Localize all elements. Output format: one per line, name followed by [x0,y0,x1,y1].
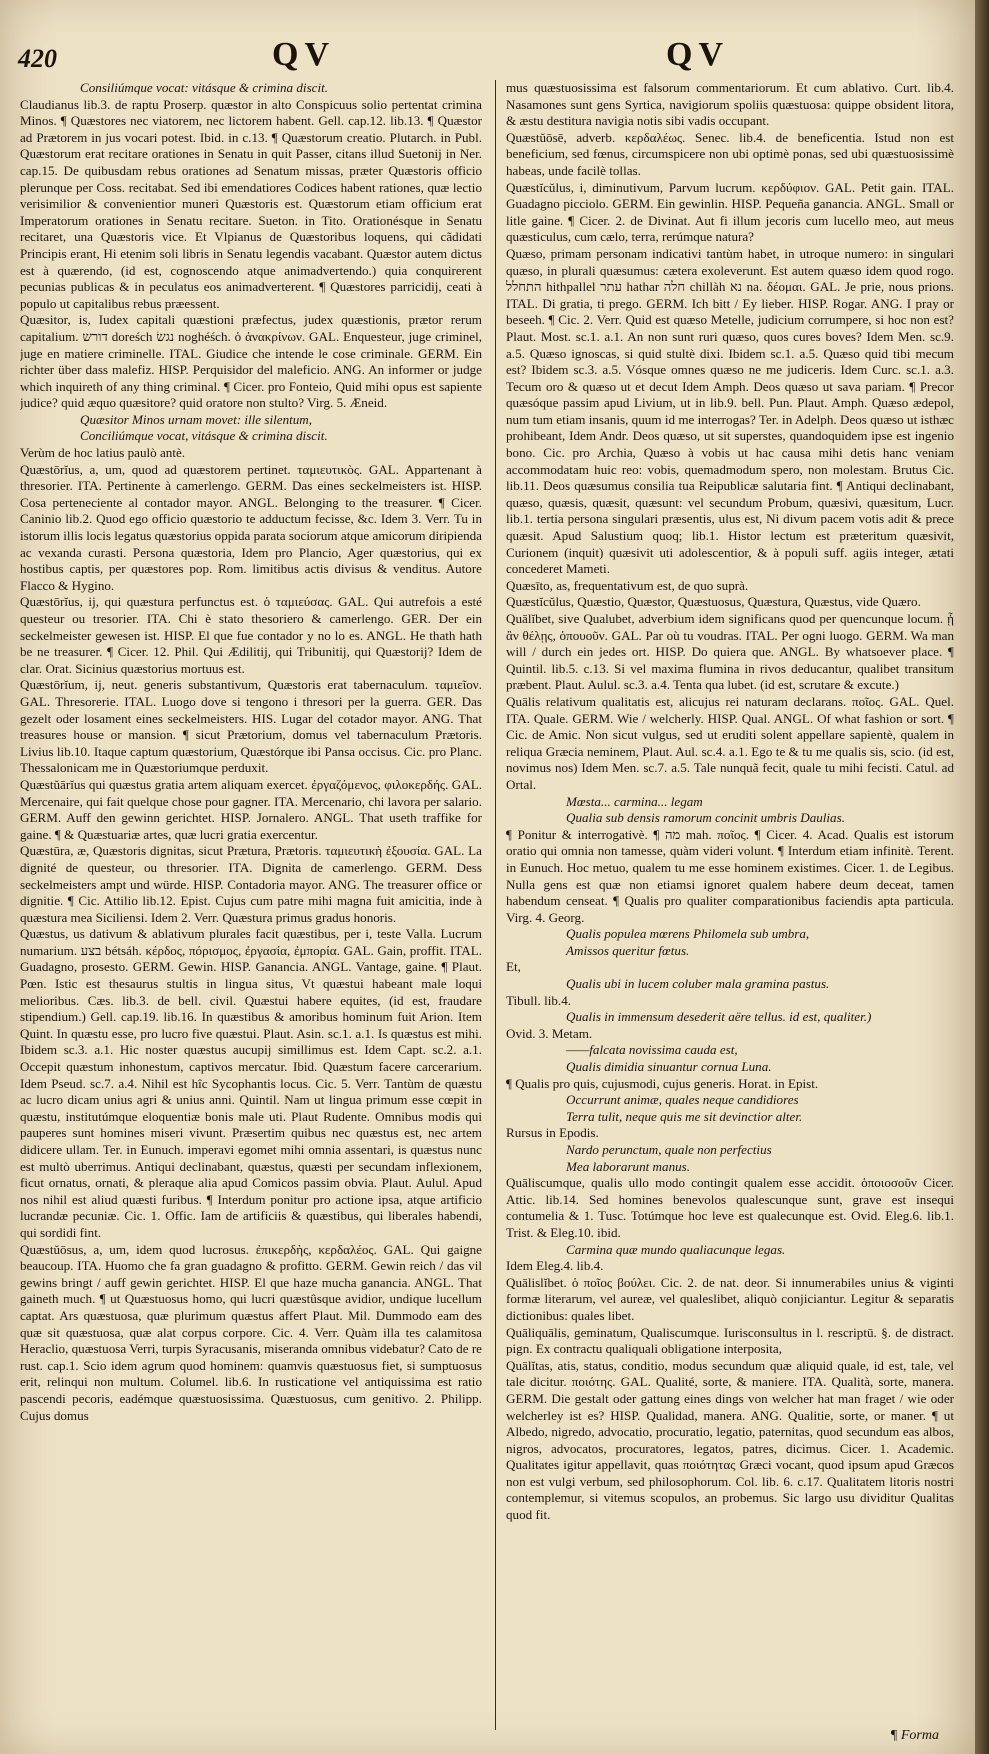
dictionary-entry: Quāliquālis, geminatum, Qualiscumque. Iurisconsultus in l. rescriptū. §. de distract. pign. Ex contractu qualiquali obligatione interposita, [506,1324,954,1357]
verse-quotation: Terra tulit, neque quis me sit devinctior alter. [566,1108,803,1124]
dictionary-entry: Quæstŭārĭus qui quæstus gratia artem aliquam exercet. ἐργαζόμενος, φιλοκερδής. GAL. Mercenaire, qui fait quelque chose pour gagner. ITA. Mercenario, chi lavora per salario. GERM. Auff den gewinn gerichtet. HISP. Jornalero. ANGL. That useth traffike for gaine. ¶ & Quæstuariæ artes, quæ lucri gratia exercentur. [20,776,482,842]
running-head-left: QV [272,36,335,73]
verse-quotation: Qualia sub densis ramorum concinit umbris Daulias. [566,810,845,826]
verse-quotation: Amissos queritur fœtus. [566,942,690,958]
dictionary-entry: Claudianus lib.3. de raptu Proserp. quæstor in alto Conspicuus solio pertentat crimina Minos. ¶ Quæstores nec viatorem, nec lictorem habent. Gell. cap.12. lib.13. ¶ Quæstor ad Prætorem in jus vocari potest. Ibid. in c.13. ¶ Quæstorum creatio. Plutarch. in Publ. Quæstorum erat recitare orationes in Senatu in quit Passer, citans illud Suetonij in Ner. cap.15. De quibusdam rebus orationes ad Senatum missas, præter Quæstoris officio plerunque per Coss. recitabat. Sed ibi emendatiores Codices habent rationes, quæ lectio verisimilior & convenientior muneri Quæstoris est. Quæstorum etiam officium erat Imperatorum orationes in Senatu recitare. Sueton. in Tito. Orationésque in Senatu recitaret, una Quæstoris vice. Et Vlpianus de Quæstoribus loquens, qui cãdidati Principis erant, Hi etenim soli libris in Senatu legendis vacabant. Quæstor autem dictus est à quærendo, (id est, cognoscendo atque animadvertendo.) quia conquirerent pecunias publicas & in peculatus eos animadverterent. ¶ Quæstores parricidij, ceati à populo ut capitalibus rebus præessent. [20,96,482,311]
page-header [0,36,975,76]
dictionary-entry: Quālĭbet, sive Qualubet, adverbium idem significans quod per quencunque locum. ᾗ ἂν θέλῃς, ὁπουοῦν. GAL. Par où tu voudras. ITAL. Per ogni luogo. GERM. Wa man will / durch ein jedes ort. HISP. Do quiera que. ANGL. By whatsoever place. ¶ Quintil. lib.5. c.13. Si vel maxima flumina in rivos deducantur, qualibet transitum præbent. Plaut. Aulul. sc.3. a.4. Tenta qua lubet. (id est, scrutare & excute.) [506,611,954,693]
dictionary-entry: mus quæstuosissima est falsorum commentariorum. Et cum ablativo. Curt. lib.4. Nasamones sunt gens Syrtica, navigiorum spoliis quæstuosa: quippe obsident litora, & æstu destitura navigia notis sibi vadis occupant. [506,80,954,129]
dictionary-entry: Quæstōrĭum, ij, neut. generis substantivum, Quæstoris erat tabernaculum. ταμιεῖον. GAL. Thresorerie. ITAL. Luogo dove si tengono i thresori per la guerra. GER. Das gezelt oder losament eines seckelmeisters. HIS. Lugar del cotador mayor. ANG. That treasures house or mansion. ¶ sicut Prætorium, domus vel tabernaculum Prætoris. Livius lib.10. Itaque captum quæstorium, Quæstórque ibi Pansa occisus. Cic. pro Planc. Thessalonicam me in Quæstoriumque perduxit. [20,677,482,776]
verse-quotation: Carmina quæ mundo qualiacunque legas. [566,1241,786,1257]
dictionary-entry: Quāliscumque, qualis ullo modo contingit qualem esse accidit. ὁποιοσοῦν Cicer. Attic. lib.14. Sed homines benevolos qualescunque sunt, grave est insequi contumelia & 1. Tusc. Totúmque hoc leve est qualecunque est. Ovid. Eleg.6. lib.1. Trist. & Eleg.10. ibid. [506,1175,954,1240]
dictionary-entry: ¶ Ponitur & interrogativè. ¶ מה mah. ποῖος. ¶ Cicer. 4. Acad. Qualis est istorum oratio qui omnia non tamesse, quàm videri volunt. ¶ Interdum etiam infinitè. Terent. in Eunuch. Hoc metuo, qualem tu me esse hominem existimes. Cicer. 1. de Legibus. Nulla gens est quæ non etiamsi ignoret qualem habere deum deceat, tamen habendum censeat. ¶ Qualis pro qualiter comparationibus faciendis apta particula. Virg. 4. Georg. [506,826,954,925]
book-binding-edge [975,0,989,1754]
verse-quotation: Quæsitor Minos urnam movet: ille silentum, [80,411,313,427]
dictionary-entry: Quālis relativum qualitatis est, alicujus rei naturam declarans. ποῖος. GAL. Quel. ITA. Quale. GERM. Wie / welcherly. HISP. Qual. ANGL. Of what fashion or sort. ¶ Cic. de Amic. Non sicut vulgus, sed ut eruditi solent appellare sapientè, qualem in reliqua Græcia neminem, Plaut. Aul. sc.4. a.1. Ego te & tu me qualis sis, scio. (id est, novimus nos) Idem Men. sc.7. a.5. Tale nunquã fecit, quale tu mihi fecisti. Catul. ad Ortal. [506,693,954,792]
verse-quotation: Conciliúmque vocat, vitásque & crimina discit. [80,428,328,444]
verse-quotation: Qualis populea mœrens Philomela sub umbra, [566,926,810,942]
running-head-right: QV [666,36,729,73]
verse-quotation: ——falcata novissima cauda est, [566,1042,738,1058]
dictionary-entry: Quæstĭcŭlus, Quæstio, Quæstor, Quæstuosus, Quæstura, Quæstus, vide Quæro. [506,594,921,610]
verse-quotation: Mœsta... carmina... legam [566,793,703,809]
page-number: 420 [18,44,57,73]
left-column [20,80,482,1740]
dictionary-entry: Quālĭtas, atis, status, conditio, modus secundum quæ aliquid quale, id est, tale, vel tale dicitur. ποιότης. GAL. Qualité, sorte, & maniere. ITA. Qualità, sorte, manera. GERM. Die gestalt oder gattung eines dings von welcher hat man fraget / wie oder welcherley ist es? HISP. Qualidad, manera. ANG. Qualitie, sorte, or maner. ¶ ut Albedo, nigredo, advocatio, procuratio, legatio, paternitas, quod secundum eas albos, nigros, advocatos, procuratores, legatos, patres, dicimus. Cicer. 1. Academic. Qualitates igitur appellavit, quas ποιότητας Græci vocant, quod ipsum apud Græcos non est vulgi verbum, sed philosophorum. Col. lib. 6. c.17. Qualitatem litoris nostri contemplemur, si vitemus scopulos, an probemus. Sic largo usu dividitur Qualitas quod fit. [506,1357,954,1523]
dictionary-entry: Verùm de hoc latius paulò antè. [20,445,186,461]
dictionary-entry: Quæstōrĭus, ij, qui quæstura perfunctus est. ὁ ταμιεύσας. GAL. Qui autrefois a esté questeur ou tresorier. ITA. Chi è stato thesoriero & camerlengo. GER. Der ein seckelmeister gewesen ist. HISP. El que fue contador y no lo es. ANGL. He thath hath be ne treasurer. ¶ Cicer. 12. Phil. Qui Ædilitij, qui Tribunitij, qui Quæstorij? Idem de clar. Orat. Sicinius quæstorius mortuus est. [20,594,482,676]
dictionary-entry: Rursus in Epodis. [506,1125,599,1141]
dictionary-entry: Tibull. lib.4. [506,992,572,1008]
verse-quotation: Qualis ubi in lucem coluber mala gramina pastus. [566,976,830,992]
dictionary-entry: Quæso, primam personam indicativi tantùm habet, in utroque numero: in singulari quæso, in plurali quæsumus: cætera exoleverunt. Est autem quæso idem quod rogo. התחלל hithpallel עתר hathar חלה chillàh נא na. δέομαι. GAL. Je prie, nous prions. ITAL. Di gratia, ti prego. GERM. Ich bitt / Ey lieber. HISP. Rogar. ANG. I pray or beseeh. ¶ Cic. 2. Verr. Quid est quæso Metelle, judicium corrumpere, si hoc non est? Plaut. Most. sc.1. a.1. An non sunt ruri quæso, quos cures boves? Idem Men. sc.9. a.5. Quæso ignoscas, si quid stultè dixi. Ibidem sc.1. a.5. Quæso quid tibi mecum est? Ibidem sc.3. a.5. Vósque omnes quæso ne me judiceris. Idem Curc. sc.1. a.3. Tecum oro & quæso ut et decut Idem Amph. Deos quæso ut sava pariam. ¶ Precor quæsóque passim apud Livium, ut in lib.9. bell. Pun. Plaut. Amph. Quæso ædepol, num tum etiam insanis, quum id me interrogas? Ter. in Adelph. Deos quæso ut isthæc prohibeant, Idem Andr. Deos quæso, ut sit superstes, quandoquidem ipse est ingenio bono. Cic. pro Archia, Quæso à vobis ut hac causa mihi detis hanc veniam accommodatam huic reo: vobis, quemadmodum spero, non molestam. Brutus Cic. lib.11. Deos quæsumus consilia tua Reipublicæ salutaria fint. ¶ Antiqui declinabant, quæso, quæsis, quæsit, quæsunt: vel secundum Probum, quæsivi, quæsitum, Lucr. lib.1. tertia persona singulari præsentis, ulus est, Ni divum pacem votis adit & prece quæsit. Apud Salustium quoq; lib.1. Histor lectum est præteritum quæsivit, Curionem (inquit) quæsivit uti adolescentior, & à populi suff. agiis integer, ætati concederet Mameti. [506,245,954,577]
right-column [506,80,954,1740]
dictionary-entry: Idem Eleg.4. lib.4. [506,1258,604,1274]
verse-quotation: Nardo perunctum, quale non perfectius [566,1142,772,1157]
dictionary-entry: Quæstŭōsus, a, um, idem quod lucrosus. ἐπικερδὴς, κερδαλέος. GAL. Qui gaigne beaucoup. ITA. Huomo che fa gran guadagno & profitto. GERM. Gewin reich / das vil gewins bringt / auff gewin gerichtet. HISP. El que haze mucha ganancia. ANGL. That gaineth much. ¶ ut Quæstuosus homo, qui lucri quæstûsque avidior, undique lucellum captat. Ars quæstuosa, quæ plurimum quæstus affert Plaut. Mil. Dummodo eam des quæ sit quæstuosa, quæ alat corpus corpore. Cic. 4. Verr. Quàm illa tes calamitosa Heraclio, quæstuosa Verri, turpis Syracusanis, miseranda omnibus videbatur? Cato de re rust. cap.1. Scio idem agrum quod hominem: quamvis quæstuosus fiet, si sumptuosus erit, relinqui non multum. Columel. lib.6. In rusticatione vel antiquissima est ratio pascendi pecoris, eadémque quæstuosissima. Quæstuosus, cum genitivo. 2. Philipp. Cujus domus [20,1241,482,1423]
dictionary-entry: Ovid. 3. Metam. [506,1025,593,1041]
column-divider [495,80,496,1730]
dictionary-entry: Quālislĭbet. ὁ ποῖος βούλει. Cic. 2. de nat. deor. Si innumerabiles unius & viginti formæ literarum, vel aureæ, vel qualeslibet, aliquò conjiciantur. Legitur & separatis dictionibus: quales libet. [506,1274,954,1323]
dictionary-entry: Quæstŭōsē, adverb. κερδαλέως. Senec. lib.4. de beneficentia. Istud non est beneficium, sed fœnus, circumspicere non ubi optimè ponas, sed ubi quæstuosissimè habeas, unde facilè tollas. [506,129,954,178]
dictionary-entry: Quæstūra, æ, Quæstoris dignitas, sicut Prætura, Prætoris. ταμιευτικὴ ἐξουσία. GAL. La dignité de questeur, ou thresorier. ITA. Dignita de camerlengo. GERM. Dess seckelmeisters ampt und würde. HISP. Contadoria mayor. ANG. The treasurer office or dignitie. ¶ Cic. Attilio lib.12. Epist. Cujus cum patre mihi magna fuit amicitia, inde à quæstura mea Siciliensi. Idem 2. Verr. Quæstura primus gradus honoris. [20,843,482,925]
dictionary-entry: Et, [506,959,521,975]
dictionary-entry: Quæsitor, is, Iudex capitali quæstioni præfectus, judex quæstionis, prætor rerum capitalium. דורש doreśch נגשׂ noghéśch. ὁ ἀνακρίνων. GAL. Enquesteur, juge criminel, juge en matiere criminelle. ITAL. Giudice che intende le cose criminale. GERM. Ein richter über dass malefiz. HISP. Perquisidor del maleficio. ANG. An informer or judge which inquireth of any thing criminal. ¶ Cicer. pro Fonteio, Quid mihi opus est sapiente judice? quid æquo quæsitore? quid oratore non stulto? Virg. 5. Æneid. [20,312,482,411]
dictionary-entry: Quæsīto, as, frequentativum est, de quo suprà. [506,577,749,593]
verse-quotation: Qualis dimidia sinuantur cornua Luna. [566,1059,772,1075]
catchword: ¶ Forma [890,1728,939,1743]
dictionary-entry: Quæstus, us dativum & ablativum plurales facit quæstibus, per i, teste Valla. Lucrum numarium. בצע bétsáh. κέρδος, πόρισμος, ἐργασία, ἐμπορία. GAL. Gain, proffit. ITAL. Guadagno, prosesto. GERM. Gewin. HISP. Ganancia. ANGL. Vantage, gaine. ¶ Plaut. Pœn. Istic est thesaurus stultis in lingua situs, Vt quæstui habeant male loqui melioribus. Cæs. lib.3. de bell. civil. Quæstui habere equites, (id est, fraudare stipendium.) Gell. cap.19. lib.16. In quæstibus & amoribus hominum fuit Arion. Item Quint. In quæstu esse, pro lucro five quæstui. Plaut. Asin. sc.1. a.1. Is quæstus est mihi. Ibidem sc.3. a.1. Hic noster quæstus aucupij simillimus est. Idem Capt. sc.2. a.1. Occepit quæstum inhonestum, captivos mercatur. Ibid. Quæstum facere carcerarium. Idem Pseud. sc.7. a.4. Nihil est hîc Sycophantis locus. Cic. 5. Verr. Tantùm de quæstu ac lucro dicam unius agri & unius anni. Quintil. Nam ut lingua primum esse cœpit in quæstu, institutúmque eloquentiæ bonis male uti. Plaut Rudente. Omnibus modis qui pauperes sunt homines miseri vivunt. Præsertim quibus nec quæstus est, nec artem didicere ullam. Ter. in Eunuch. imperavi egomet mihi omnia assentari, is quæstus nunc est multò uberrimus. Antiqui declinabant, quæstus, quæsti per secundam inflexionem, ficut ornatus, ornati, & pleraque alia apud Comicos passim obvia. Plaut. Aulul. Apud nos nihil est aliud quæsti furibus. ¶ Interdum ponitur pro actione ipsa, atque artificio lucrandæ pecuniæ. Cic. 1. Offic. Iam de artificiis & quæstibus, qui liberales habendi, qui sordidi fint. [20,926,482,1240]
dictionary-entry: Quæstōrĭus, a, um, quod ad quæstorem pertinet. ταμιευτικὸς. GAL. Appartenant à thresorier. ITA. Pertinente à camerlengo. GERM. Das eines seckelmeisters ist. HISP. Cosa perteneciente al contador mayor. ANGL. Belonging to the treasurer. ¶ Cicer. Caninio lib.2. Quod ego officio quæstorio te adductum fecisse, &c. Idem 3. Verr. Tu in istorum illis locis legatus quæstorius oppida parata sociorum atque amicorum diripienda ac vexanda curasti. Persona quæstoria, Idem pro Plancio, Ager quæstorius, qui ex hostibus captis, per quæstores pop. Rom. limitibus actis divisus & venditus. Autore Flacco & Hygino. [20,461,482,593]
verse-quotation: Consiliúmque vocat: vitásque & crimina discit. [80,80,329,95]
verse-quotation: Mea laborarunt manus. [566,1158,691,1174]
verse-quotation: Qualis in immensum desederit aëre tellus. id est, qualiter.) [566,1009,872,1025]
verse-quotation: Occurrunt animæ, quales neque candidiores [566,1092,799,1108]
dictionary-entry: Quæstĭcŭlus, i, diminutivum, Parvum lucrum. κερδύφιον. GAL. Petit gain. ITAL. Guadagno picciolo. GERM. Ein gewinlin. HISP. Pequeña ganancia. ANGL. Small or litle gaine. ¶ Cicer. 2. de Divinat. Aut fi illum jecoris cum lucello meo, aut meus quæsticulus, cum cælo, terra, rerúmque natura? [506,179,954,245]
dictionary-entry: ¶ Qualis pro quis, cujusmodi, cujus generis. Horat. in Epist. [506,1075,819,1091]
